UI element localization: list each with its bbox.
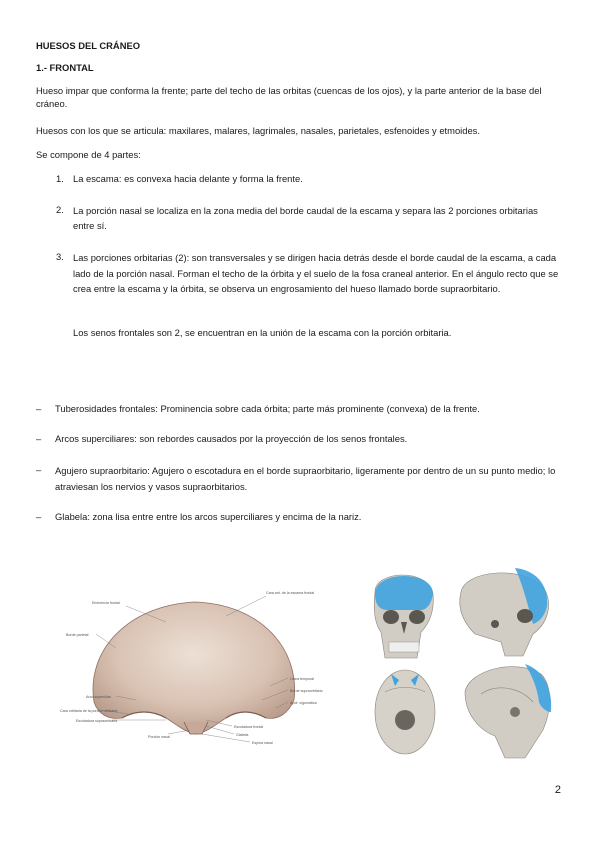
bullet-text: Arcos superciliares: son rebordes causados por la proyección de los senos frontales. — [55, 433, 408, 444]
list-item-text: La porción nasal se localiza en la zona media del borde caudal de la escama y separa las 2 porciones orbitarias entre sí. — [73, 205, 538, 231]
figure-label: Cara ant. de la escama frontal — [266, 591, 315, 595]
figure-label: Glabela — [236, 733, 249, 737]
bullet-mark: – — [36, 433, 42, 444]
bullet-mark: – — [36, 464, 42, 475]
articulates-paragraph: Huesos con los que se articula: maxilares, malares, lagrimales, nasales, parietales, esfenoides y etmoides. — [36, 125, 480, 136]
skull-lateral-view — [460, 568, 549, 656]
list-item-number: 3. — [56, 251, 64, 262]
intro-paragraph: Hueso impar que conforma la frente; parte del techo de las orbitas (cuencas de los ojos), y la parte anterior de la base del cráneo. — [36, 85, 542, 109]
parts-intro: Se compone de 4 partes: — [36, 149, 141, 160]
list-item-text: La escama: es convexa hacia delante y forma la frente. — [73, 173, 303, 184]
figure-label: Cara orbitaria de la porción orbitaria — [60, 709, 118, 713]
figure-label: Arco superciliar — [86, 695, 111, 699]
figure-label: Escotadura frontal — [234, 725, 264, 729]
bullet-text: Glabela: zona lisa entre entre los arcos superciliares y encima de la nariz. — [55, 511, 362, 522]
figure-label: Espina nasal — [252, 741, 273, 745]
list-item-number: 1. — [56, 173, 64, 184]
list-item-number: 2. — [56, 204, 64, 215]
frontal-bone-shape — [93, 602, 295, 734]
figure-label: Escotadura supraorbitaria — [76, 719, 118, 723]
skull-base-view — [375, 670, 435, 754]
figure-label: Línea temporal — [290, 677, 314, 681]
bullet-text: Agujero supraorbitario: Agujero o escotadura en el borde supraorbitario, ligeramente por dentro de un su punto medio; lo atraviesan los nervios y vasos supraorbitarios. — [55, 465, 556, 492]
frontal-bone-figure — [56, 582, 328, 754]
figure-label: Porción nasal — [148, 735, 170, 739]
skull-views-figure — [355, 562, 555, 762]
figure-label: Apóf. cigomática — [290, 701, 317, 705]
page-number: 2 — [554, 784, 561, 796]
document-title: HUESOS DEL CRÁNEO — [36, 40, 141, 51]
list-item-text: Las porciones orbitarias (2): son transversales y se dirigen hacia detrás desde el borde caudal de la escama, a cada lado de la porción nasal. Forman el techo de la órbita y el suelo de la fosa craneal anterior. En el ángulo recto que se crea entre la escama y la órbita, se observa un engrosamiento del hueso llamado borde supraorbitario. — [73, 252, 559, 294]
section-heading: 1.- FRONTAL — [36, 62, 94, 73]
senos-paragraph: Los senos frontales son 2, se encuentran en la unión de la escama con la porción orbitaria. — [73, 327, 452, 338]
bullet-mark: – — [36, 403, 42, 414]
skull-front-view — [374, 575, 433, 658]
figure-label: Borde parietal — [66, 633, 89, 637]
bullet-text: Tuberosidades frontales: Prominencia sobre cada órbita; parte más prominente (convexa) de la frente. — [55, 403, 480, 414]
figure-label: Borde supraorbitario — [290, 689, 323, 693]
bullet-mark: – — [36, 511, 42, 522]
figure-label: Eminencia frontal — [92, 601, 120, 605]
skull-sagittal-view — [465, 664, 551, 758]
